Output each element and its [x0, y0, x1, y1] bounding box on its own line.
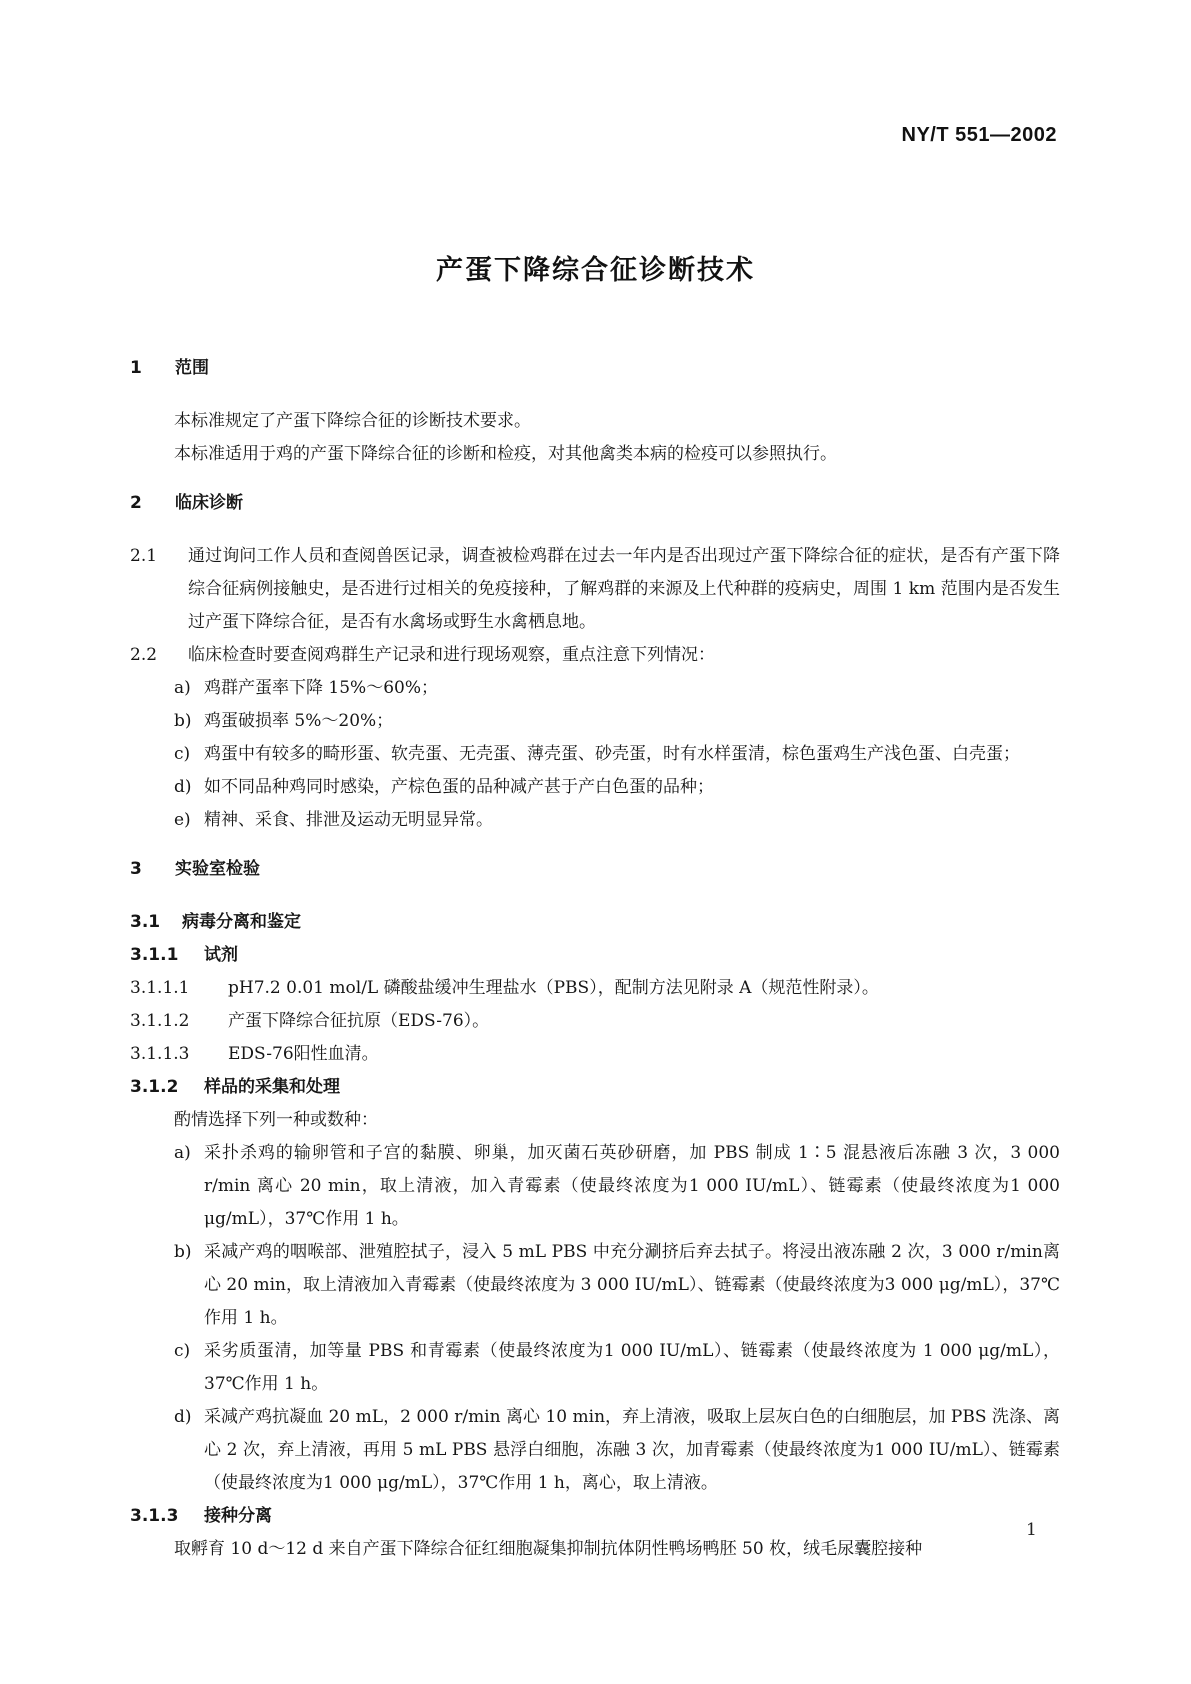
list-text: 精神、采食、排泄及运动无明显异常。	[204, 810, 493, 830]
list-marker: c)	[174, 744, 191, 764]
clause-number: 2.1	[130, 546, 158, 566]
list-text: 采扑杀鸡的输卵管和子宫的黏膜、卵巢，加灭菌石英砂研磨，加 PBS 制成 1∶5 混悬液后冻融 3 次，3 000 r/min 离心 20 min，取上清液，加入青霉素（使最终浓度为1 000 IU/mL）、链霉素（使最终浓度为1 000 μg/mL），37℃作用 1 h。	[204, 1143, 1060, 1229]
clause-number: 3.1.1.3	[130, 1044, 190, 1064]
paragraph: 取孵育 10 d～12 d 来自产蛋下降综合征红细胞凝集抑制抗体阴性鸭场鸭胚 50 枚，绒毛尿囊腔接种	[174, 1539, 923, 1559]
subsection-number: 3.1.2	[130, 1077, 179, 1097]
section-title: 临床诊断	[175, 493, 243, 513]
list-item	[174, 1335, 1060, 1401]
list-marker: a)	[174, 678, 191, 698]
list-marker: b)	[174, 711, 192, 731]
section-number: 2	[130, 493, 142, 513]
clause-text: 临床检查时要查阅鸡群生产记录和进行现场观察，重点注意下列情况：	[188, 645, 715, 665]
subsection-title: 病毒分离和鉴定	[182, 912, 301, 932]
list-text: 采减产鸡抗凝血 20 mL，2 000 r/min 离心 10 min，弃上清液，吸取上层灰白色的白细胞层，加 PBS 洗涤、离心 2 次，弃上清液，再用 5 mL PBS 悬浮白细胞，冻融 3 次，加青霉素（使最终浓度为1 000 IU/mL）、链霉素（使最终浓度为1 000 μg/mL），37℃作用 1 h，离心，取上清液。	[204, 1407, 1060, 1493]
list-marker: c)	[174, 1341, 191, 1361]
clause-text: pH7.2 0.01 mol/L 磷酸盐缓冲生理盐水（PBS），配制方法见附录 A（规范性附录）。	[228, 978, 879, 998]
list-item	[174, 804, 1060, 837]
clause-2-2	[130, 639, 1060, 672]
subsection-heading-3-1-2	[130, 1071, 1060, 1104]
list-item	[174, 738, 1060, 771]
clause-3-1-1-1	[130, 972, 1060, 1005]
list-text: 如不同品种鸡同时感染，产棕色蛋的品种减产甚于产白色蛋的品种；	[204, 777, 714, 797]
list-marker: a)	[174, 1143, 191, 1163]
section-heading-1	[130, 352, 1060, 385]
section-number: 1	[130, 358, 142, 378]
paragraph: 本标准规定了产蛋下降综合征的诊断技术要求。	[174, 411, 531, 431]
document-title: 产蛋下降综合征诊断技术	[436, 255, 755, 286]
list-text: 采劣质蛋清，加等量 PBS 和青霉素（使最终浓度为1 000 IU/mL）、链霉素（使最终浓度为 1 000 μg/mL），37℃作用 1 h。	[204, 1341, 1060, 1394]
section-number: 3	[130, 859, 142, 879]
list-marker: e)	[174, 810, 191, 830]
clause-number: 3.1.1.1	[130, 978, 190, 998]
list-item	[174, 1236, 1060, 1335]
list-item	[174, 771, 1060, 804]
subsection-heading-3-1-3	[130, 1500, 1060, 1533]
clause-number: 3.1.1.2	[130, 1011, 190, 1031]
clause-2-1	[130, 540, 1060, 639]
subsection-title: 接种分离	[204, 1506, 272, 1526]
section-heading-2	[130, 487, 1060, 520]
section-title: 实验室检验	[175, 859, 260, 879]
subsection-number: 3.1.3	[130, 1506, 179, 1526]
list-marker: b)	[174, 1242, 192, 1262]
list-text: 鸡蛋破损率 5%～20%；	[204, 711, 394, 731]
clause-text: 产蛋下降综合征抗原（EDS-76）。	[228, 1011, 490, 1031]
subsection-heading-3-1	[130, 906, 1060, 939]
list-marker: d)	[174, 777, 192, 797]
list-item	[174, 705, 1060, 738]
section-heading-3	[130, 853, 1060, 886]
clause-3-1-1-3	[130, 1038, 1060, 1071]
standard-number: NY/T 551—2002	[901, 124, 1057, 146]
list-item	[174, 672, 1060, 705]
clause-3-1-1-2	[130, 1005, 1060, 1038]
list-item	[174, 1401, 1060, 1500]
document-body	[130, 352, 1060, 1566]
section-title: 范围	[175, 358, 209, 378]
list-text: 鸡群产蛋率下降 15%～60%；	[204, 678, 438, 698]
subsection-title: 样品的采集和处理	[204, 1077, 340, 1097]
clause-text: 通过询问工作人员和查阅兽医记录，调查被检鸡群在过去一年内是否出现过产蛋下降综合征的症状，是否有产蛋下降综合征病例接触史，是否进行过相关的免疫接种，了解鸡群的来源及上代种群的疫病史，周围 1 km 范围内是否发生过产蛋下降综合征，是否有水禽场或野生水禽栖息地。	[188, 546, 1060, 632]
paragraph: 本标准适用于鸡的产蛋下降综合征的诊断和检疫，对其他禽类本病的检疫可以参照执行。	[174, 444, 837, 464]
paragraph: 酌情选择下列一种或数种：	[174, 1110, 378, 1130]
list-text: 采减产鸡的咽喉部、泄殖腔拭子，浸入 5 mL PBS 中充分涮挤后弃去拭子。将浸出液冻融 2 次，3 000 r/min离心 20 min，取上清液加入青霉素（使最终浓度为 3 000 IU/mL）、链霉素（使最终浓度为3 000 μg/mL），37℃作用 1 h。	[204, 1242, 1060, 1328]
list-text: 鸡蛋中有较多的畸形蛋、软壳蛋、无壳蛋、薄壳蛋、砂壳蛋，时有水样蛋清，棕色蛋鸡生产浅色蛋、白壳蛋；	[204, 744, 1020, 764]
clause-number: 2.2	[130, 645, 158, 665]
subsection-number: 3.1.1	[130, 945, 179, 965]
page-number: 1	[1026, 1520, 1037, 1540]
subsection-heading-3-1-1	[130, 939, 1060, 972]
list-marker: d)	[174, 1407, 192, 1427]
list-item	[174, 1137, 1060, 1236]
subsection-number: 3.1	[130, 912, 161, 932]
clause-text: EDS-76阳性血清。	[228, 1044, 379, 1064]
subsection-title: 试剂	[204, 945, 238, 965]
